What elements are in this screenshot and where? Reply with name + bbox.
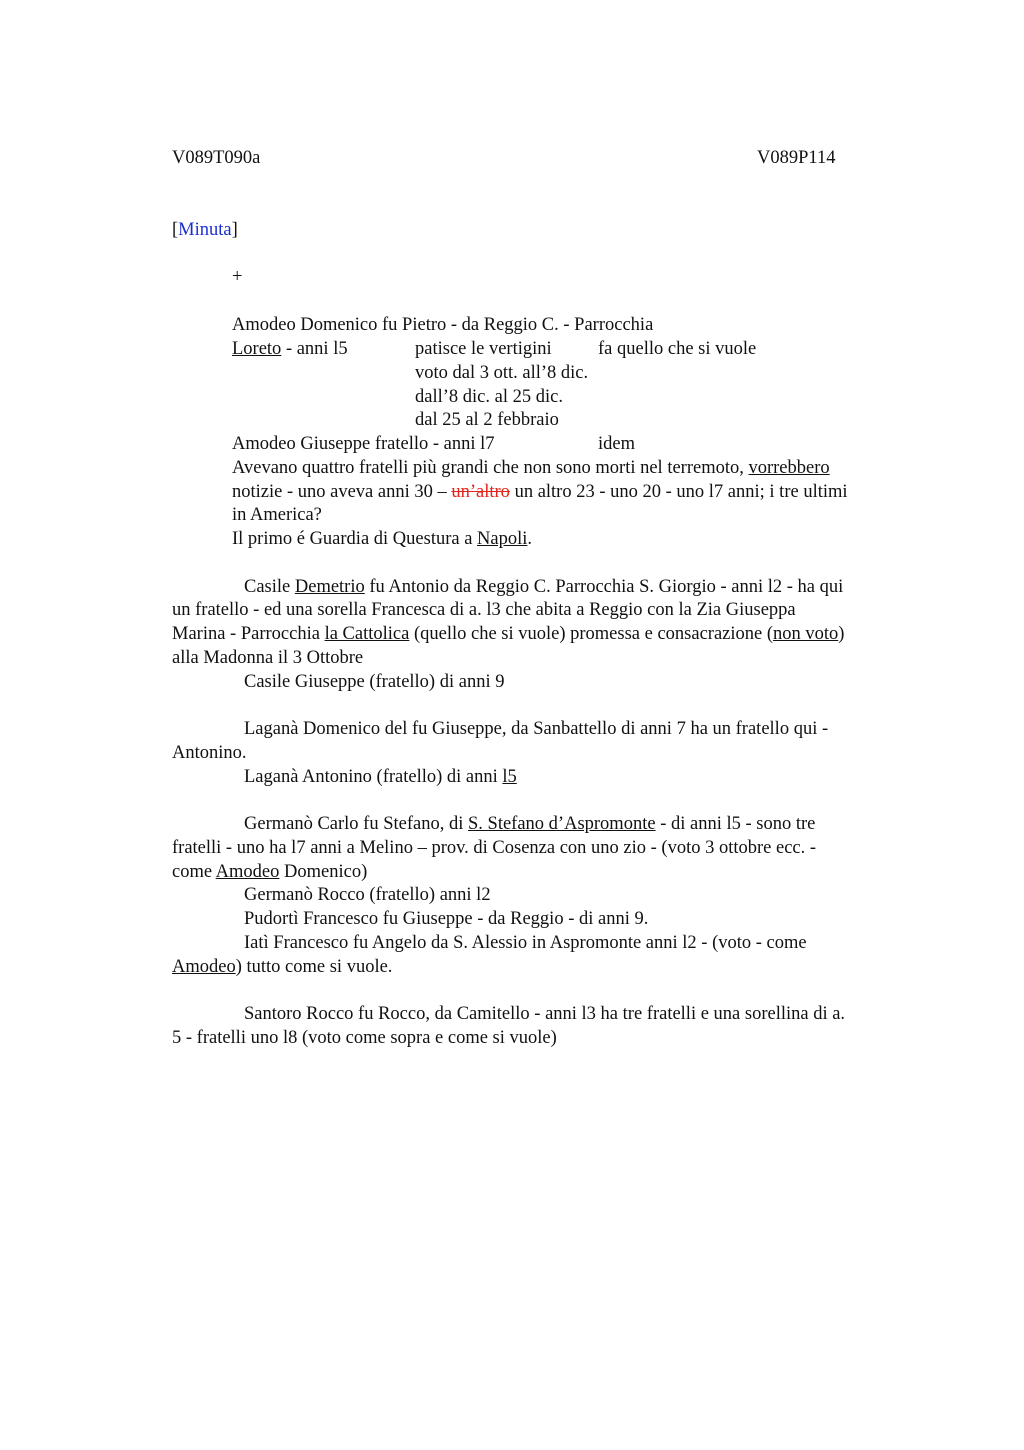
- amodeo-age: - anni l5: [281, 339, 348, 359]
- demetrio-text: Demetrio: [294, 577, 365, 597]
- casile-line-4: alla Madonna il 3 Ottobre: [172, 648, 364, 668]
- casile-line-2: un fratello - ed una sorella Francesca di a. l3 che abita a Reggio con la Zia Giuseppa: [172, 600, 796, 620]
- antonino-text: Laganà Antonino (fratello) di anni: [244, 767, 503, 787]
- santoro-line-1: Santoro Rocco fu Rocco, da Camitello - anni l3 ha tre fratelli e una sorellina di a.: [244, 1004, 846, 1024]
- bracket-close: ]: [231, 220, 238, 240]
- iati-end-text: ) tutto come si vuole.: [235, 957, 393, 977]
- minuta-label: [172, 218, 238, 242]
- primo-text: Il primo é Guardia di Questura a: [232, 529, 478, 549]
- iati-line-2: [172, 955, 392, 979]
- minuta-link-text: Minuta: [178, 220, 232, 240]
- non-voto-text: non voto: [773, 624, 839, 644]
- casile-text: Casile: [244, 577, 295, 597]
- lagana-line-1: Laganà Domenico del fu Giuseppe, da Sanbattello di anni 7 ha un fratello qui -: [244, 719, 829, 739]
- iati-line: Iatì Francesco fu Angelo da S. Alessio in Aspromonte anni l2 - (voto - come: [244, 933, 807, 953]
- casile-line-3: [172, 622, 844, 646]
- voto-line-2: dall’8 dic. al 25 dic.: [415, 387, 563, 407]
- antonino-age: l5: [502, 767, 517, 787]
- amodeo-giuseppe: Amodeo Giuseppe fratello - anni l7: [232, 434, 495, 454]
- voto-line-3: dal 25 al 2 febbraio: [415, 410, 559, 430]
- paren-close: ): [838, 624, 845, 644]
- stefano-aspromonte-text: S. Stefano d’Aspromonte: [468, 814, 656, 834]
- germano-text: Germanò Carlo fu Stefano, di: [244, 814, 468, 834]
- bracket-open: [: [172, 220, 179, 240]
- cross-mark: +: [232, 267, 243, 287]
- document-code-right: V089P114: [757, 148, 836, 168]
- primo-line: [232, 527, 532, 551]
- germano-line-3: [172, 860, 367, 884]
- germano-text-end: - di anni l5 - sono tre: [655, 814, 816, 834]
- america-line: in America?: [232, 505, 322, 525]
- germano-rocco: Germanò Rocco (fratello) anni l2: [244, 885, 491, 905]
- marina-text: Marina - Parrocchia: [172, 624, 325, 644]
- casile-line-1: [244, 575, 843, 599]
- fratelli-text: Avevano quattro fratelli più grandi che non sono morti nel terremoto,: [232, 458, 749, 478]
- promessa-text: (quello che si vuole) promessa e consacrazione (: [409, 624, 774, 644]
- notizie-text: notizie - uno aveva anni 30 –: [232, 482, 452, 502]
- casile-giuseppe: Casile Giuseppe (fratello) di anni 9: [244, 672, 505, 692]
- lagana-antonino: [244, 765, 517, 789]
- struck-text: un’altro: [451, 482, 510, 502]
- pudorti-line: Pudortì Francesco fu Giuseppe - da Reggio - di anni 9.: [244, 909, 649, 929]
- germano-line-1: [244, 812, 815, 836]
- come-text: come: [172, 862, 216, 882]
- vuole-text: fa quello che si vuole: [598, 339, 757, 359]
- vorrebbero-text: vorrebbero: [748, 458, 830, 478]
- fratelli-line: [232, 456, 830, 480]
- primo-end: .: [527, 529, 533, 549]
- iati-amodeo-ref: Amodeo: [172, 957, 236, 977]
- amodeo-line-2: [232, 337, 348, 361]
- loreto-text: Loreto: [232, 339, 282, 359]
- vertigini-text: patisce le vertigini: [415, 339, 552, 359]
- document-code-left: V089T090a: [172, 148, 261, 168]
- notizie-line: [232, 480, 848, 504]
- amodeo-ref: Amodeo: [215, 862, 280, 882]
- notizie-text-end: un altro 23 - uno 20 - uno l7 anni; i tre ultimi: [509, 482, 848, 502]
- amodeo-line-1: Amodeo Domenico fu Pietro - da Reggio C. - Parrocchia: [232, 315, 654, 335]
- domenico-text: Domenico): [279, 862, 368, 882]
- casile-text-end: fu Antonio da Reggio C. Parrocchia S. Giorgio - anni l2 - ha qui: [364, 577, 844, 597]
- lagana-line-2: Antonino.: [172, 743, 247, 763]
- voto-line-1: voto dal 3 ott. all’8 dic.: [415, 363, 589, 383]
- napoli-text: Napoli: [477, 529, 528, 549]
- santoro-line-2: 5 - fratelli uno l8 (voto come sopra e come si vuole): [172, 1028, 557, 1048]
- germano-line-2: fratelli - uno ha l7 anni a Melino – prov. di Cosenza con uno zio - (voto 3 ottobre ecc. -: [172, 838, 817, 858]
- cattolica-text: la Cattolica: [324, 624, 410, 644]
- idem-text: idem: [598, 434, 635, 454]
